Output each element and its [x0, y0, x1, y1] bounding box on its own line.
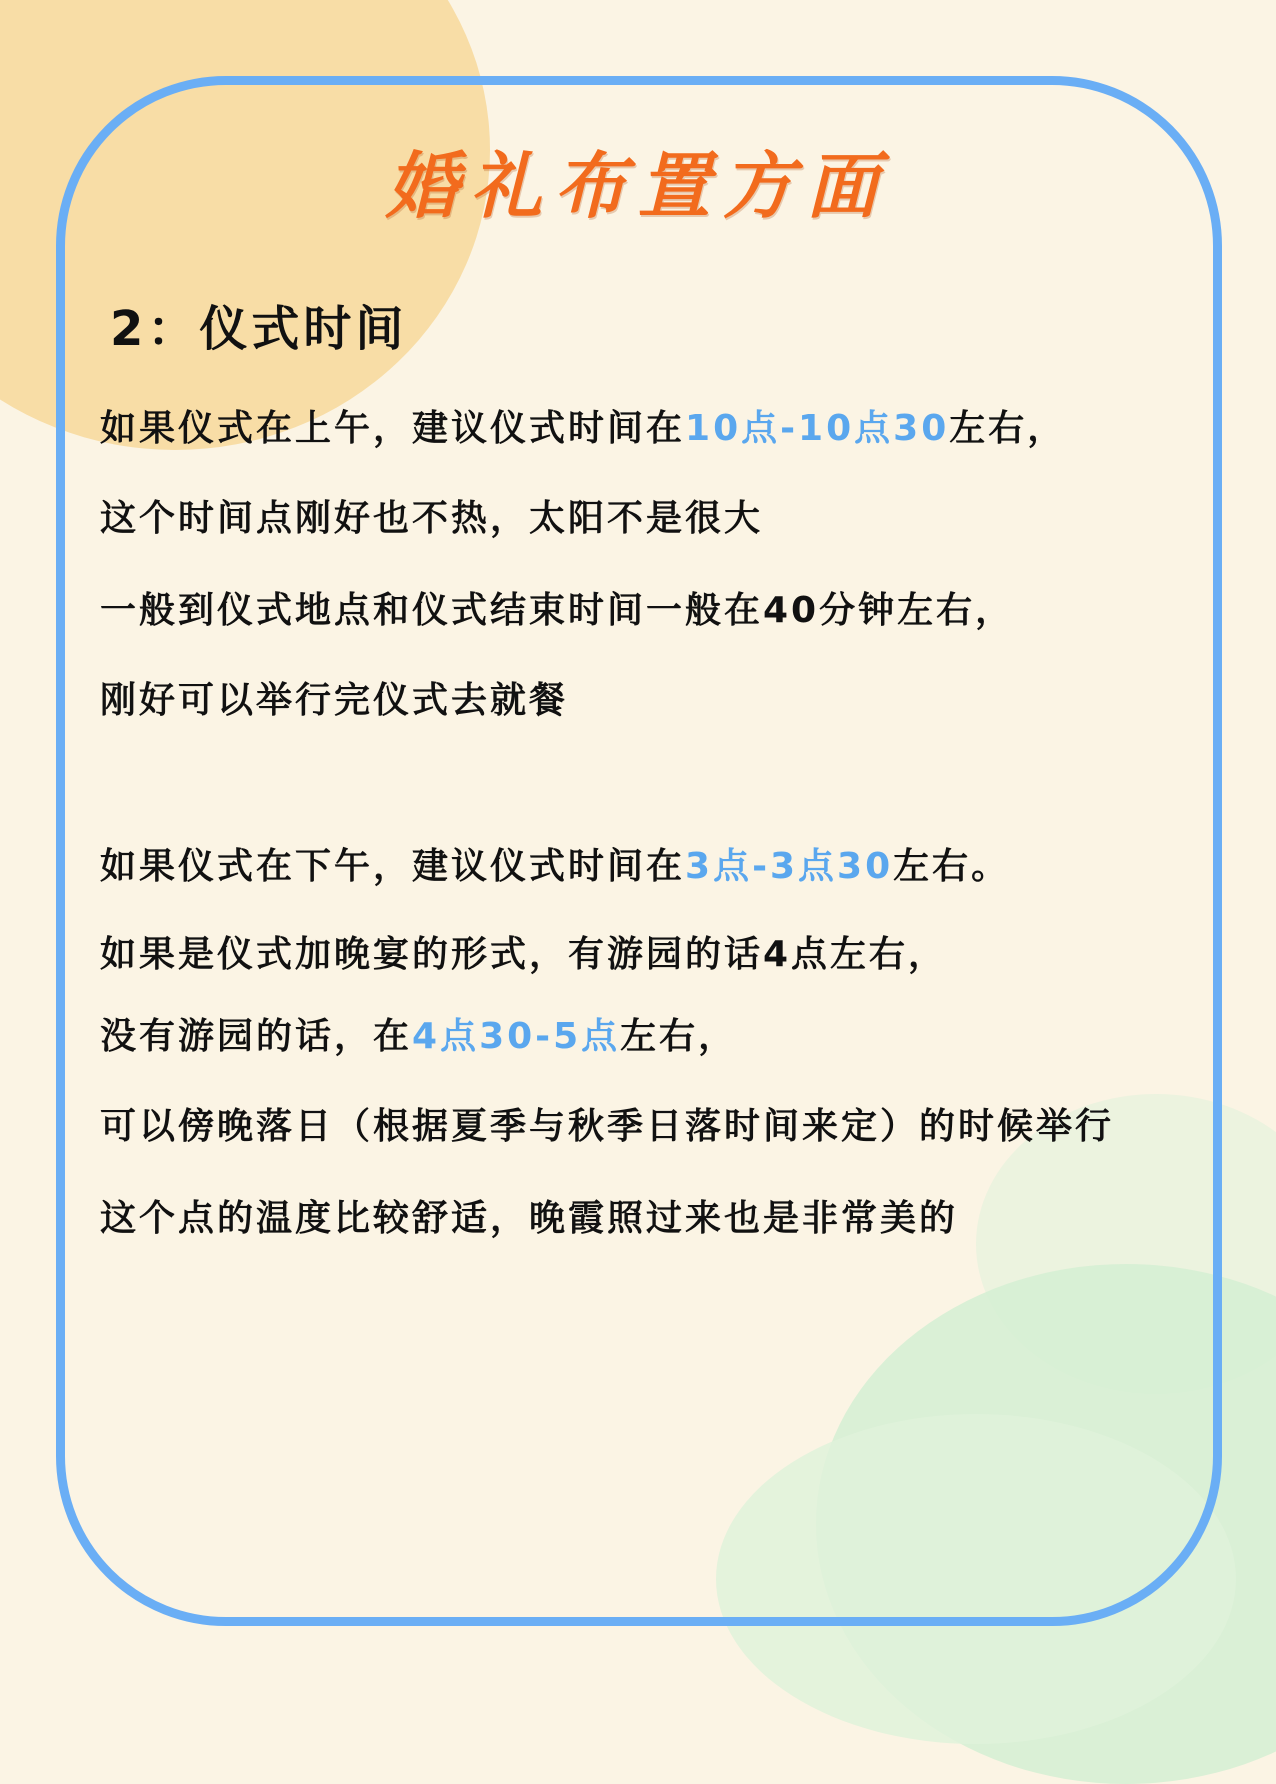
text-segment: 如果仪式在上午，建议仪式时间在: [100, 408, 686, 449]
text-line: 这个时间点刚好也不热，太阳不是很大: [100, 498, 764, 539]
highlight-time: 10点-10点30: [685, 408, 950, 449]
text-line: 一般到仪式地点和仪式结束时间一般在40分钟左右，: [100, 590, 1015, 631]
section-heading: 2：仪式时间: [110, 301, 408, 357]
text-line: 可以傍晚落日（根据夏季与秋季日落时间来定）的时候举行: [100, 1106, 1115, 1147]
text-segment: 左右，: [620, 1016, 738, 1057]
highlight-time: 4点30-5点: [412, 1016, 621, 1057]
text-segment: 左右，: [949, 408, 1067, 449]
text-line: 刚好可以举行完仪式去就餐: [100, 680, 569, 721]
text-line: [100, 838, 1010, 889]
text-segment: 如果仪式在下午，建议仪式时间在: [100, 846, 686, 887]
text-segment: 左右。: [893, 846, 1011, 887]
text-line: [100, 1008, 737, 1059]
text-line: [100, 400, 1066, 451]
text-line: 这个点的温度比较舒适，晚霞照过来也是非常美的: [100, 1198, 959, 1239]
page-title: 婚礼布置方面: [385, 144, 890, 228]
text-line: 如果是仪式加晚宴的形式，有游园的话4点左右，: [100, 934, 948, 975]
highlight-time: 3点-3点30: [685, 846, 894, 887]
text-segment: 没有游园的话，在: [100, 1016, 413, 1057]
